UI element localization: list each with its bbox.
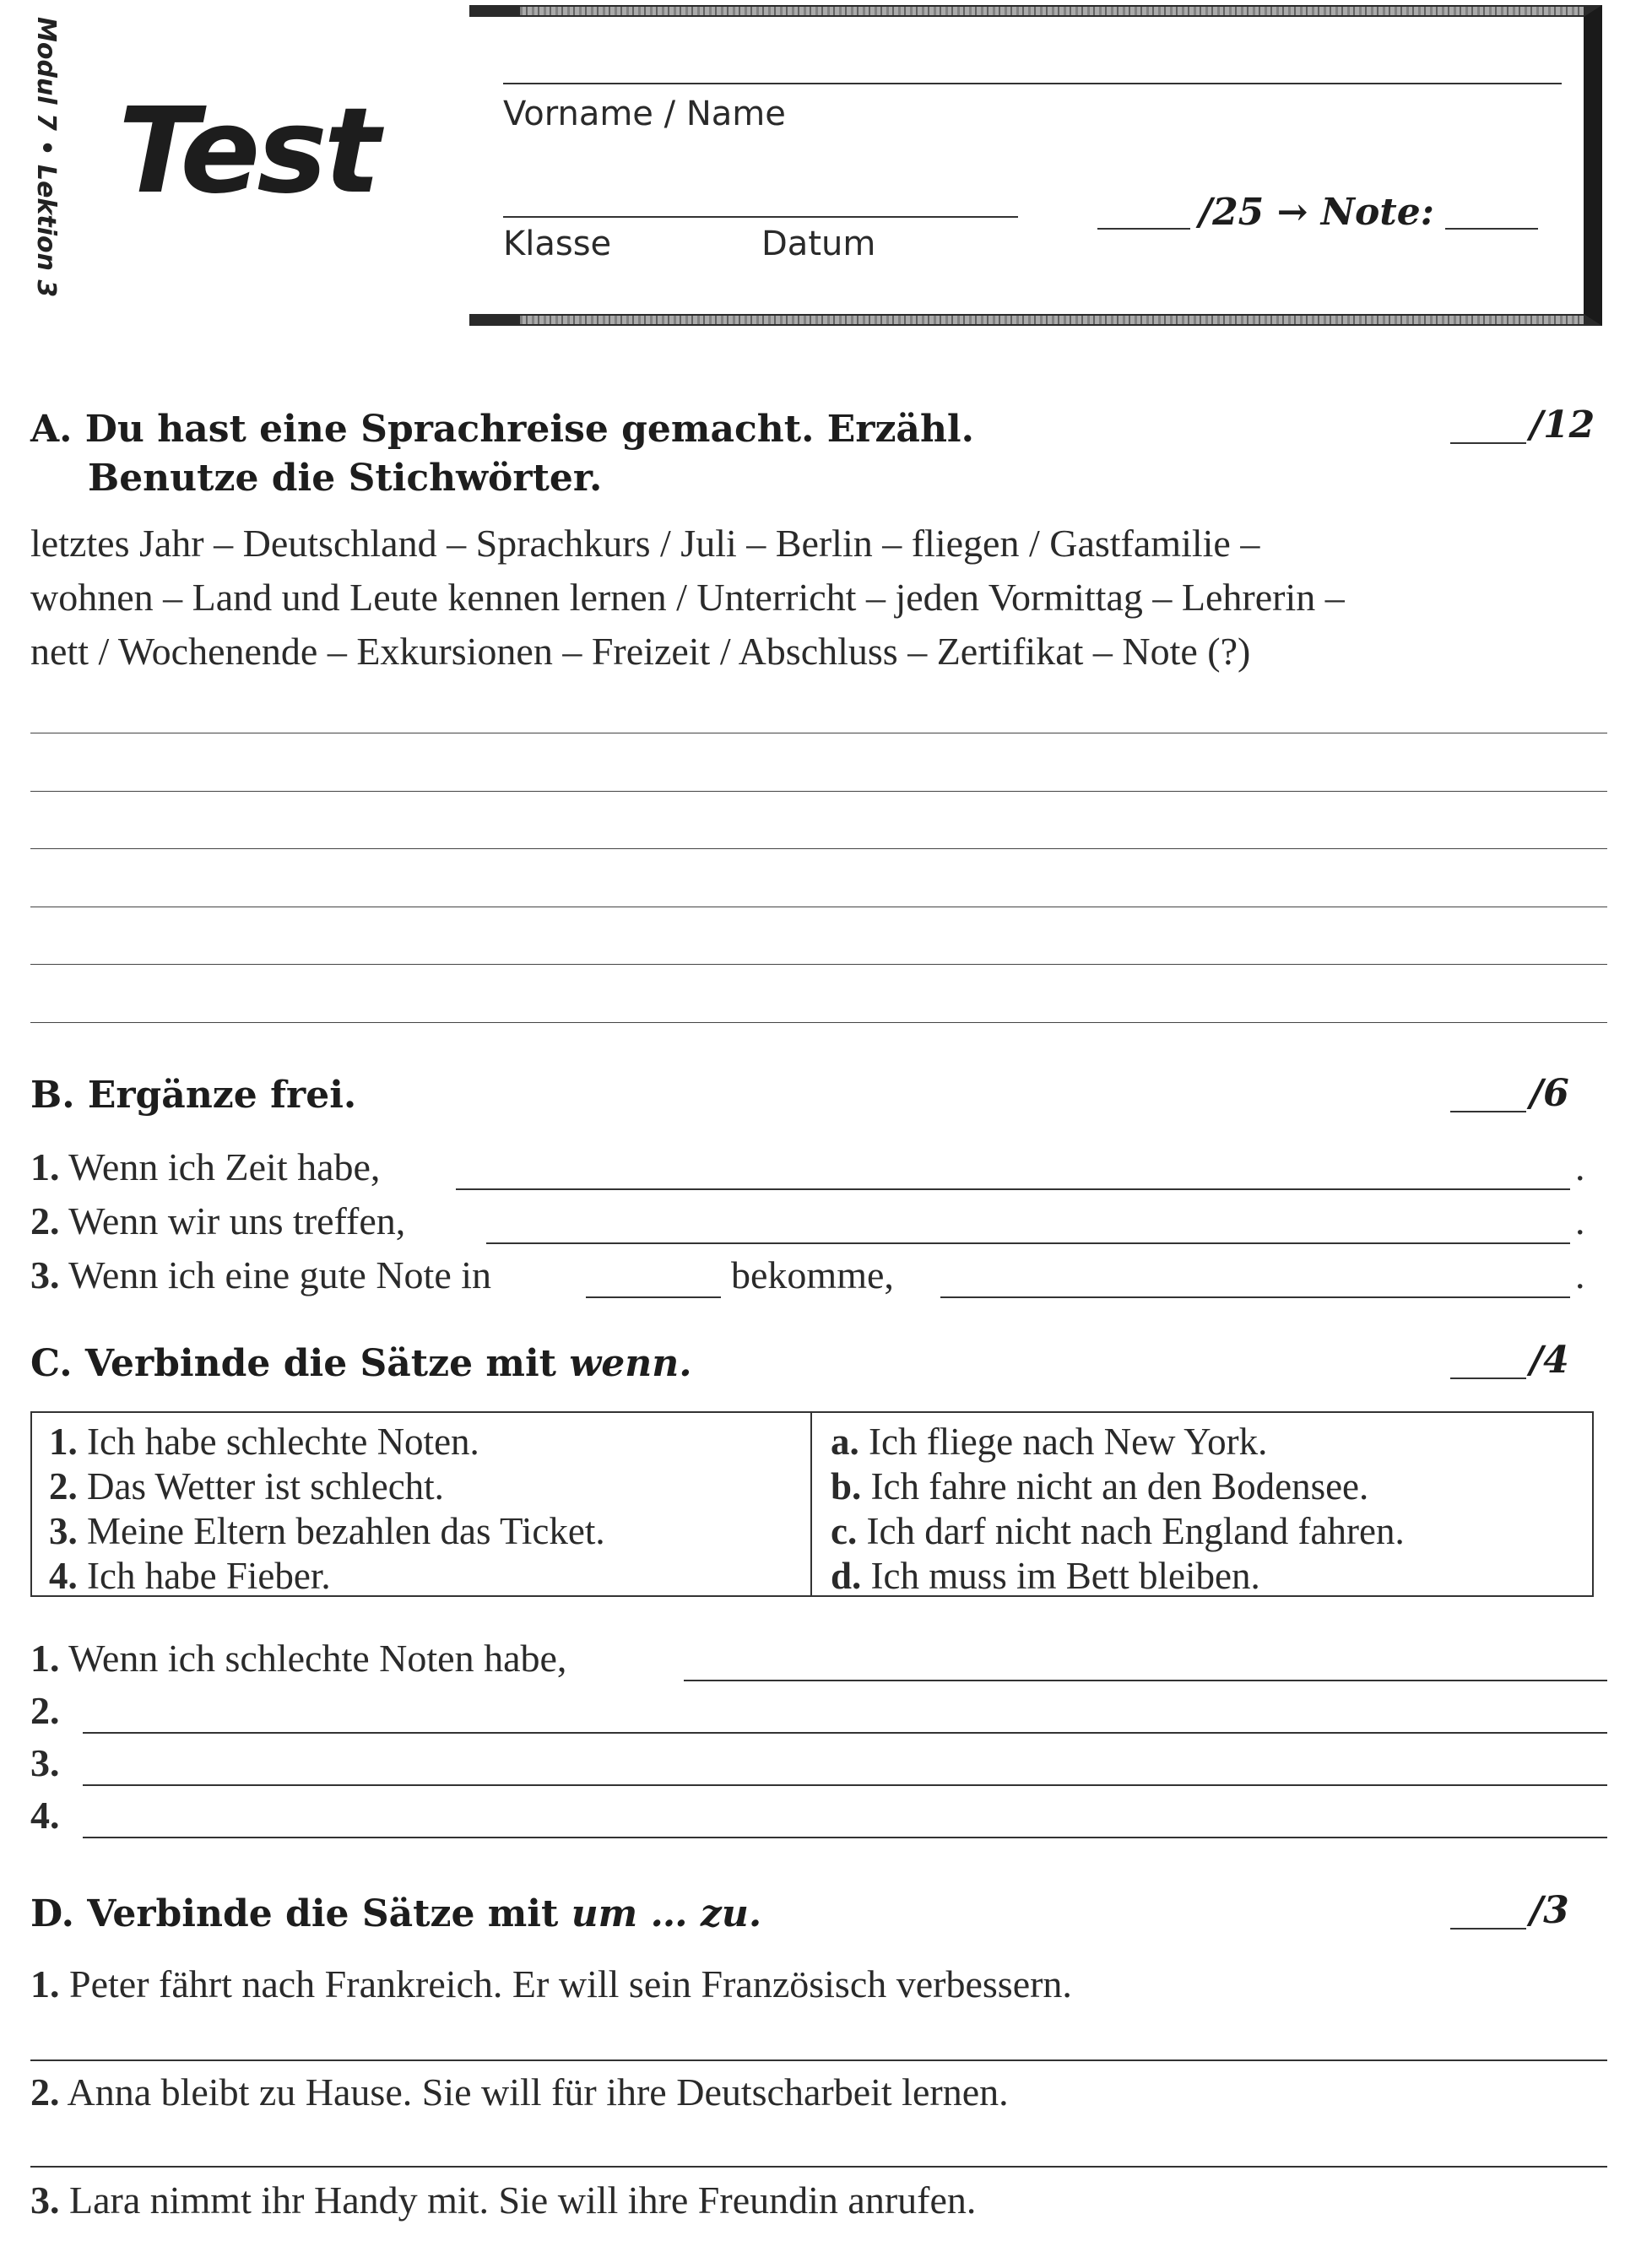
b-item-text: Wenn ich Zeit habe, xyxy=(68,1145,381,1188)
right-column xyxy=(831,1420,1405,1599)
list-item: b. Ich fahre nicht an den Bodensee. xyxy=(831,1465,1369,1507)
section-c-score-blank[interactable] xyxy=(1450,1377,1526,1379)
list-item: c. Ich darf nicht nach England fahren. xyxy=(831,1510,1405,1552)
side-label xyxy=(27,17,61,304)
section-c-title-text: C. Verbinde die Sätze mit xyxy=(30,1342,557,1385)
c-answer-line-1[interactable] xyxy=(684,1680,1607,1681)
section-d-title xyxy=(30,1892,761,1935)
section-c-title-keyword: wenn. xyxy=(569,1342,692,1385)
page-title: Test xyxy=(118,83,377,220)
list-item: 4. Ich habe Fieber. xyxy=(49,1555,331,1597)
writing-line[interactable] xyxy=(30,1022,1607,1023)
b-item-num: 1. xyxy=(30,1145,60,1188)
class-date-line[interactable] xyxy=(503,216,1018,218)
total-score-label: /25 → Note: xyxy=(1199,191,1434,234)
points-blank[interactable] xyxy=(1097,228,1190,230)
d-item-3: 3. Lara nimmt ihr Handy mit. Sie will ihre Freundin anrufen. xyxy=(30,2179,977,2222)
d-item-2: 2. Anna bleibt zu Hause. Sie will für ihre Deutscharbeit lernen. xyxy=(30,2070,1009,2114)
keywords-line-3: nett / Wochenende – Exkursionen – Freizeit / Abschluss – Zertifikat – Note (?) xyxy=(30,630,1251,673)
sentence-pair-table xyxy=(30,1411,1594,1597)
c-answer-1: 1. Wenn ich schlechte Noten habe, xyxy=(30,1637,567,1680)
grade-blank[interactable] xyxy=(1445,228,1538,230)
c-answer-line-4[interactable] xyxy=(83,1837,1607,1838)
section-b-points: /6 xyxy=(1530,1072,1569,1115)
class-label: Klasse xyxy=(503,225,612,263)
date-label: Datum xyxy=(761,225,876,263)
writing-line[interactable] xyxy=(30,848,1607,849)
header-grain-bottom xyxy=(520,316,1584,324)
b-item-3-continued: bekomme, xyxy=(731,1253,894,1296)
section-a-title-line2: Benutze die Stichwörter. xyxy=(88,457,603,500)
keywords-line-1: letztes Jahr – Deutschland – Sprachkurs / Juli – Berlin – fliegen / Gastfamilie – xyxy=(30,522,1260,565)
list-item: 3. Meine Eltern bezahlen das Ticket. xyxy=(49,1510,605,1552)
header-grain-top xyxy=(520,7,1584,15)
section-a-title-line1: A. Du hast eine Sprachreise gemacht. Erzähl. xyxy=(30,408,974,451)
c-answer-4: 4. xyxy=(30,1794,60,1837)
b-answer-1[interactable] xyxy=(456,1188,1570,1190)
c-answer-2: 2. xyxy=(30,1689,60,1732)
section-c-title xyxy=(30,1342,692,1385)
section-d-title-text: D. Verbinde die Sätze mit xyxy=(30,1892,559,1935)
section-b-score-blank[interactable] xyxy=(1450,1111,1526,1112)
b-item-num: 2. xyxy=(30,1199,60,1242)
b-subject-blank[interactable] xyxy=(586,1296,721,1298)
c-answer-3: 3. xyxy=(30,1741,60,1784)
b-end-mark: . xyxy=(1575,1253,1585,1296)
name-label: Vorname / Name xyxy=(503,95,786,133)
section-a-keywords xyxy=(30,517,1345,679)
list-item: d. Ich muss im Bett bleiben. xyxy=(831,1555,1260,1597)
name-line[interactable] xyxy=(503,83,1562,84)
writing-line[interactable] xyxy=(30,791,1607,792)
section-a-points: /12 xyxy=(1530,403,1595,447)
list-item: a. Ich fliege nach New York. xyxy=(831,1421,1268,1463)
table-divider xyxy=(810,1413,812,1595)
module-lesson-label: Modul 7 • Lektion 3 xyxy=(31,17,61,298)
d-item-1: 1. Peter fährt nach Frankreich. Er will sein Französisch verbessern. xyxy=(30,1962,1072,2005)
d-answer-line-2[interactable] xyxy=(30,2166,1607,2168)
list-item: 1. Ich habe schlechte Noten. xyxy=(49,1421,479,1463)
header-box xyxy=(469,5,1602,326)
b-item-2 xyxy=(30,1199,405,1243)
section-a-title xyxy=(30,405,974,503)
b-item-3 xyxy=(30,1253,491,1297)
b-end-mark: . xyxy=(1575,1199,1585,1242)
section-d-score-blank[interactable] xyxy=(1450,1928,1526,1930)
list-item: 2. Das Wetter ist schlecht. xyxy=(49,1465,444,1507)
b-item-num: 3. xyxy=(30,1253,60,1296)
b-item-1 xyxy=(30,1145,380,1189)
b-item-text: Wenn wir uns treffen, xyxy=(68,1199,406,1242)
keywords-line-2: wohnen – Land und Leute kennen lernen / Unterricht – jeden Vormittag – Lehrerin – xyxy=(30,576,1345,619)
c-answer-line-2[interactable] xyxy=(83,1732,1607,1734)
section-a-score-blank[interactable] xyxy=(1450,442,1526,444)
b-answer-2[interactable] xyxy=(486,1242,1570,1244)
section-c-points: /4 xyxy=(1530,1339,1569,1382)
b-item-text: Wenn ich eine gute Note in xyxy=(68,1253,492,1296)
c-answer-line-3[interactable] xyxy=(83,1784,1607,1786)
section-d-points: /3 xyxy=(1530,1889,1569,1932)
section-b-title: B. Ergänze frei. xyxy=(30,1074,357,1117)
b-end-mark: . xyxy=(1575,1145,1585,1188)
section-d-title-keyword: um … zu. xyxy=(571,1892,762,1935)
left-column xyxy=(49,1420,605,1599)
writing-line[interactable] xyxy=(30,964,1607,965)
b-answer-3[interactable] xyxy=(940,1296,1570,1298)
d-answer-line-1[interactable] xyxy=(30,2059,1607,2061)
